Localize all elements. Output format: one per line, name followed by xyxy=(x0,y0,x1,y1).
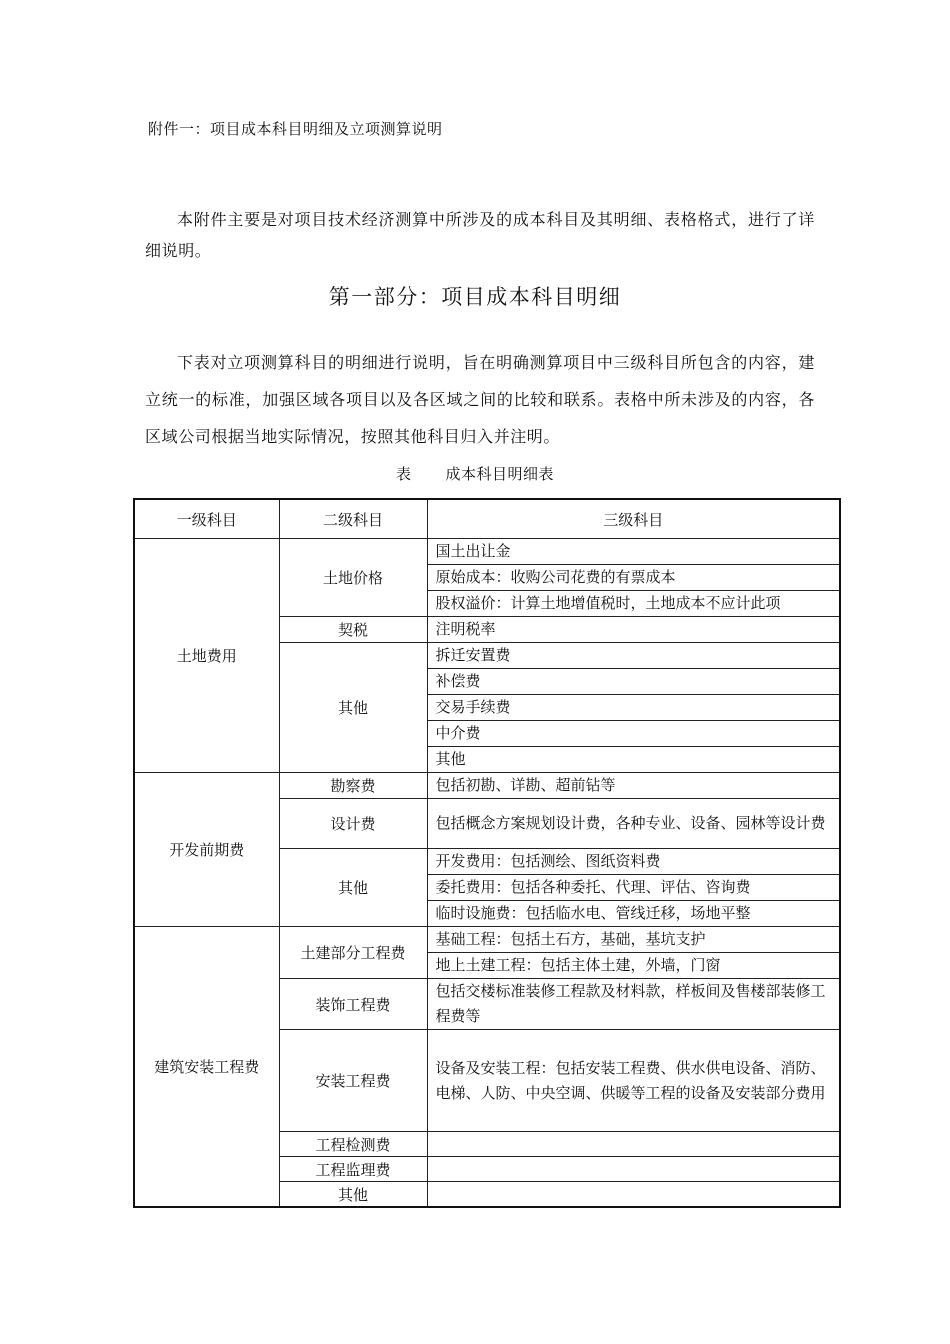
table-caption xyxy=(0,463,950,484)
level2-cell: 工程监理费 xyxy=(279,1157,427,1182)
cost-detail-table xyxy=(133,498,841,1208)
table-row xyxy=(134,773,840,799)
level2-cell: 安装工程费 xyxy=(279,1030,427,1132)
level3-cell: 其他 xyxy=(427,747,840,773)
level3-cell: 包括交楼标准装修工程款及材料款，样板间及售楼部装修工程费等 xyxy=(427,979,840,1030)
level2-cell: 勘察费 xyxy=(279,773,427,799)
level3-cell: 拆迁安置费 xyxy=(427,643,840,669)
level3-cell: 地上土建工程：包括主体土建，外墙，门窗 xyxy=(427,953,840,979)
table-row xyxy=(134,927,840,953)
level3-cell: 设备及安装工程：包括安装工程费、供水供电设备、消防、电梯、人防、中央空调、供暖等工程的设备及安装部分费用 xyxy=(427,1030,840,1132)
header-level3: 三级科目 xyxy=(427,499,840,539)
level3-cell: 补偿费 xyxy=(427,669,840,695)
level3-cell: 原始成本：收购公司花费的有票成本 xyxy=(427,565,840,591)
level3-cell: 交易手续费 xyxy=(427,695,840,721)
level2-cell: 契税 xyxy=(279,617,427,643)
level2-cell: 土建部分工程费 xyxy=(279,927,427,979)
level3-cell: 包括概念方案规划设计费，各种专业、设备、园林等设计费 xyxy=(427,799,840,849)
level1-cell: 开发前期费 xyxy=(134,773,279,927)
header-level1: 一级科目 xyxy=(134,499,279,539)
intro-paragraph: 本附件主要是对项目技术经济测算中所涉及的成本科目及其明细、表格格式，进行了详细说明。 xyxy=(145,210,815,260)
level1-cell: 土地费用 xyxy=(134,539,279,773)
level2-cell: 工程检测费 xyxy=(279,1132,427,1157)
level2-cell: 其他 xyxy=(279,643,427,773)
table-caption-title: 成本科目明细表 xyxy=(445,465,555,483)
table-row xyxy=(134,539,840,565)
level3-cell: 国土出让金 xyxy=(427,539,840,565)
level3-cell: 注明税率 xyxy=(427,617,840,643)
level3-cell: 基础工程：包括土石方，基础，基坑支护 xyxy=(427,927,840,953)
level3-cell: 中介费 xyxy=(427,721,840,747)
level2-cell: 土地价格 xyxy=(279,539,427,617)
section-heading: 第一部分：项目成本科目明细 xyxy=(328,285,622,309)
level3-cell xyxy=(427,1182,840,1208)
level2-cell: 设计费 xyxy=(279,799,427,849)
header-level2: 二级科目 xyxy=(279,499,427,539)
level3-cell xyxy=(427,1157,840,1182)
level3-cell: 包括初勘、详勘、超前钻等 xyxy=(427,773,840,799)
level3-cell: 股权溢价：计算土地增值税时，土地成本不应计此项 xyxy=(427,591,840,617)
level2-cell: 其他 xyxy=(279,1182,427,1208)
level1-cell: 建筑安装工程费 xyxy=(134,927,279,1208)
level3-cell: 临时设施费：包括临水电、管线迁移，场地平整 xyxy=(427,901,840,927)
table-header-row xyxy=(134,499,840,539)
level3-cell xyxy=(427,1132,840,1157)
table-caption-label: 表 xyxy=(395,465,412,483)
level2-cell: 装饰工程费 xyxy=(279,979,427,1030)
body-paragraph: 下表对立项测算科目的明细进行说明，旨在明确测算项目中三级科目所包含的内容，建立统一的标准，加强区域各项目以及各区域之间的比较和联系。表格中所未涉及的内容，各区域公司根据当地实际情况，按照其他科目归入并注明。 xyxy=(145,353,815,446)
attachment-title: 附件一：项目成本科目明细及立项测算说明 xyxy=(148,120,443,138)
level3-cell: 开发费用：包括测绘、图纸资料费 xyxy=(427,849,840,875)
level3-cell: 委托费用：包括各种委托、代理、评估、咨询费 xyxy=(427,875,840,901)
level2-cell: 其他 xyxy=(279,849,427,927)
